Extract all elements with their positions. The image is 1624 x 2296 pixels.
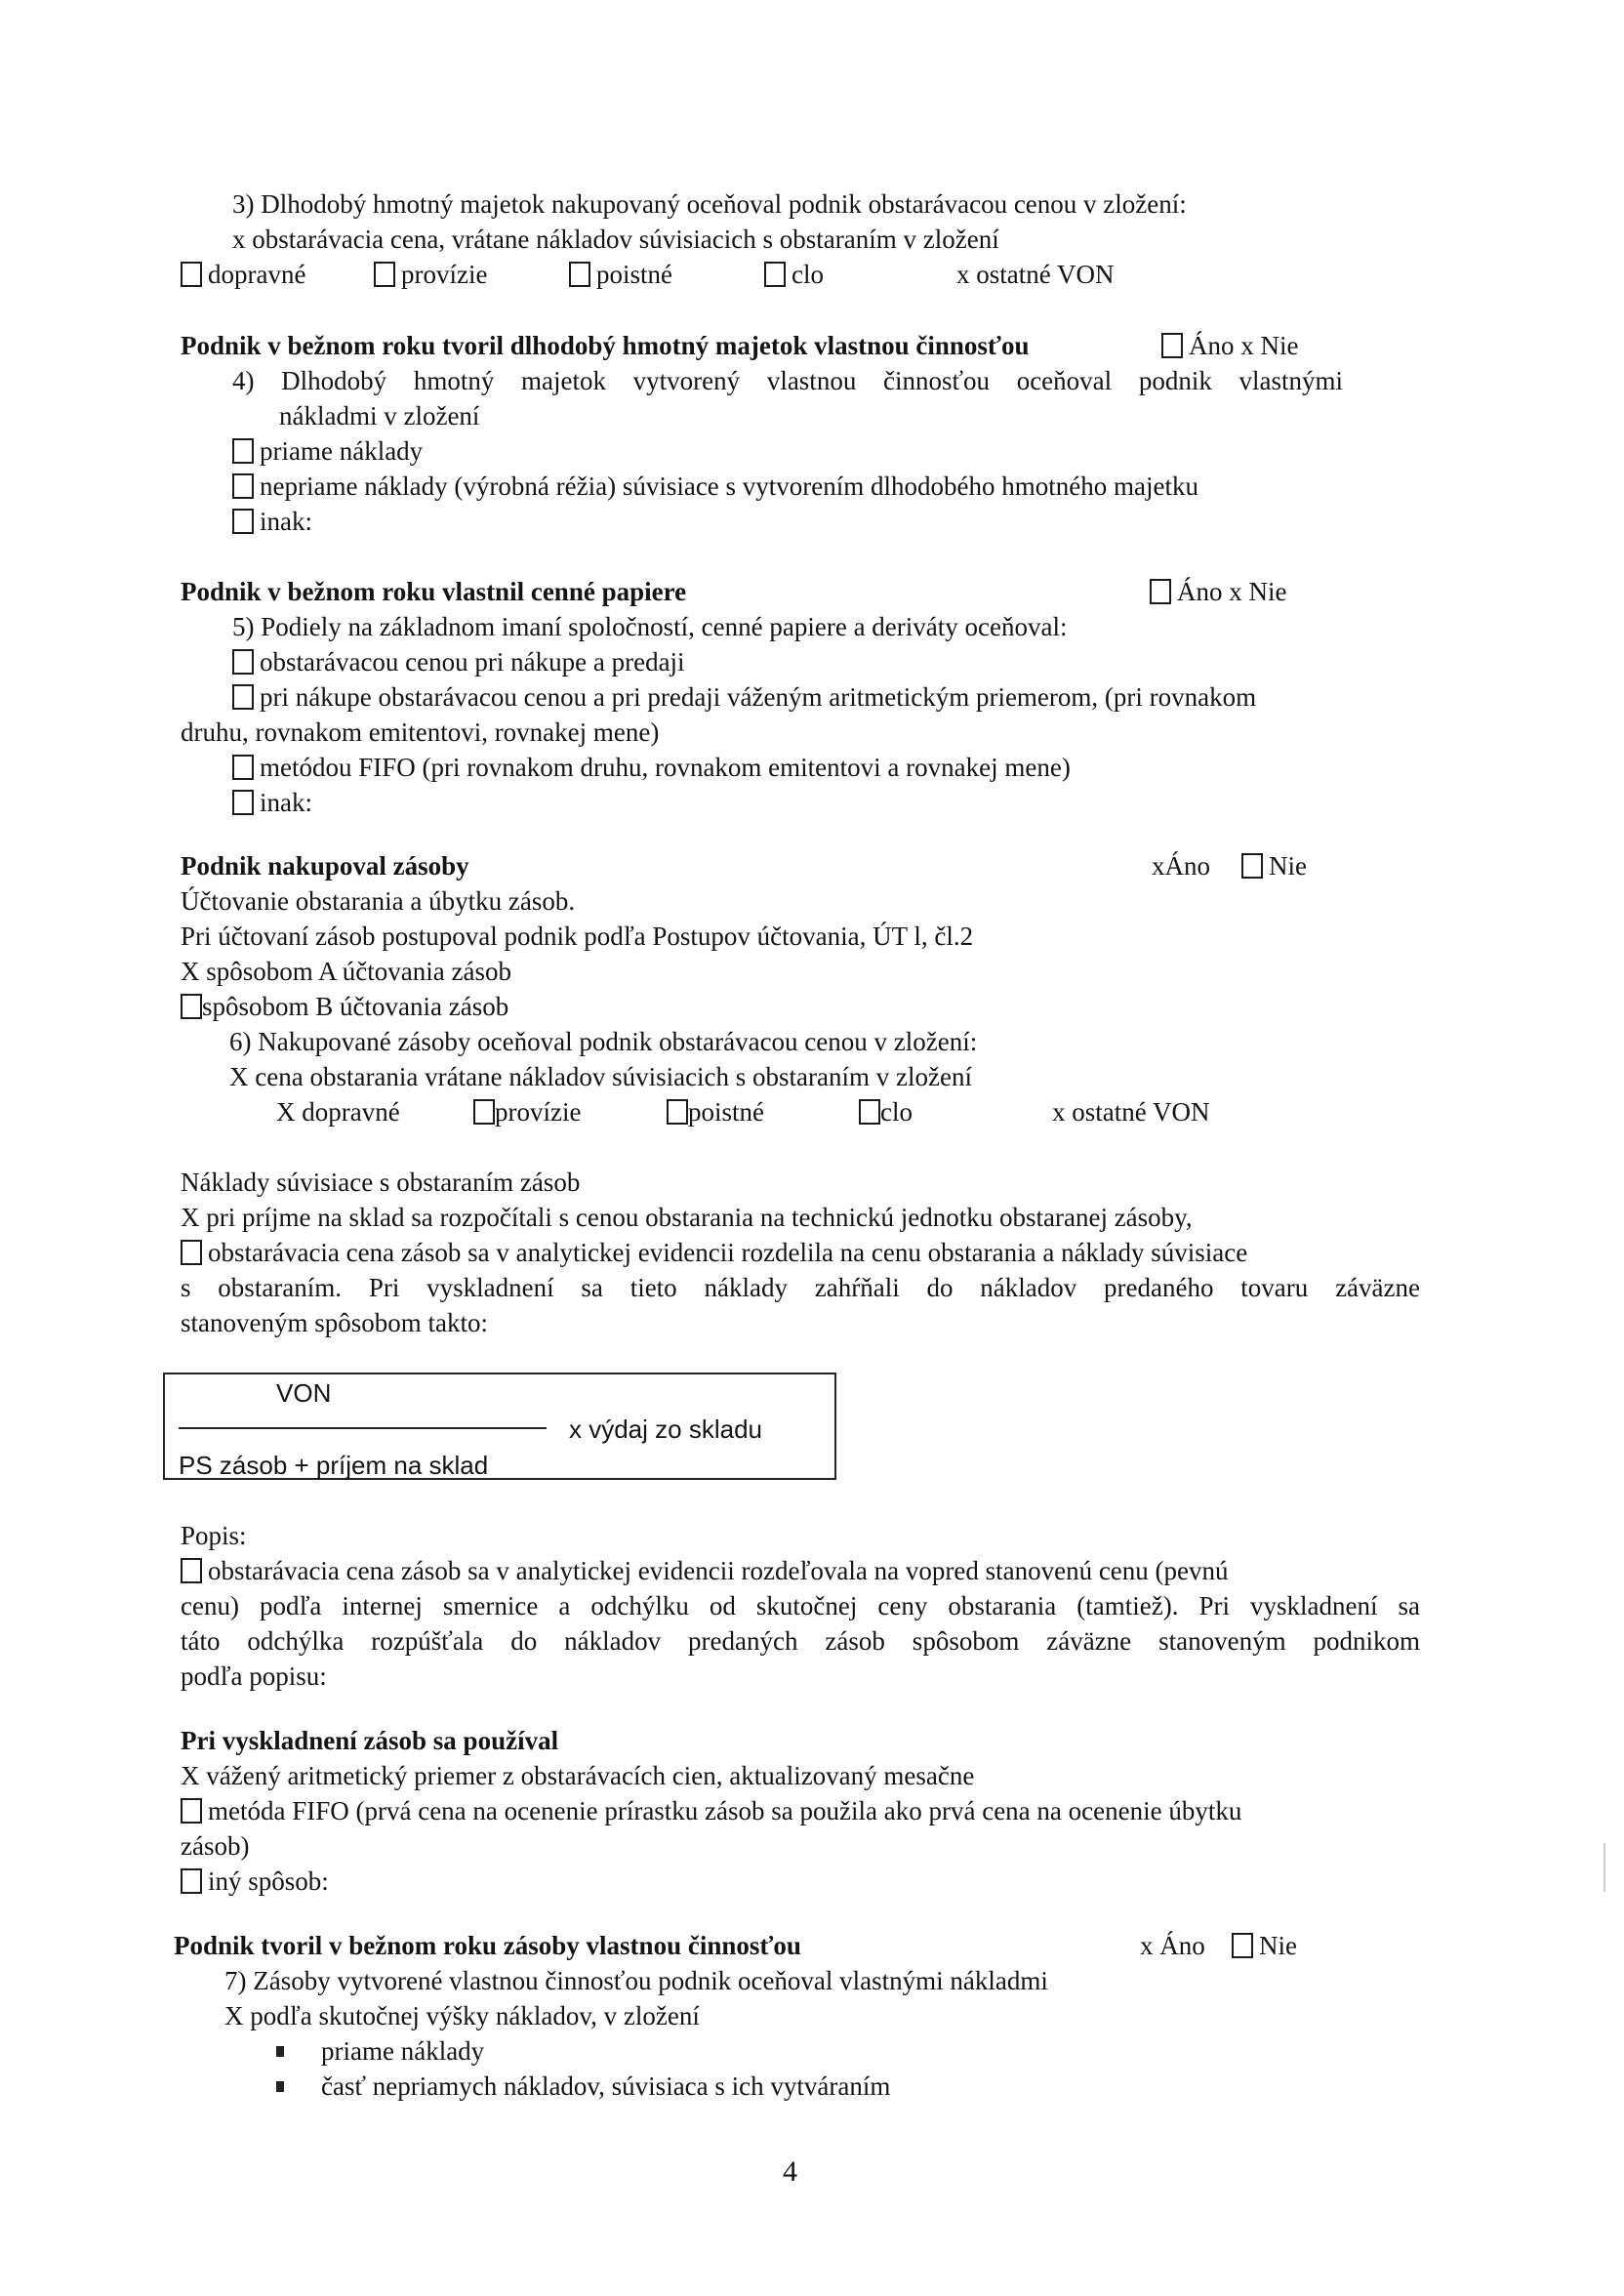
description-line2: cenu) podľa internej smernice a odchýlku od skutočnej ceny obstarania (tamtiež). Pri vyskladnení sa xyxy=(181,1591,1420,1620)
issue-method-fifo-cont: zásob) xyxy=(181,1831,250,1861)
issue-method-weighted-average: X vážený aritmetický priemer z obstarávacích cien, aktualizovaný mesačne xyxy=(181,1761,975,1790)
checkbox-icon[interactable] xyxy=(181,262,202,287)
section3-option-ostatne-von: x ostatné VON xyxy=(956,260,1115,289)
question-securities: Podnik v bežnom roku vlastnil cenné papiere xyxy=(181,577,687,606)
checkbox-icon[interactable] xyxy=(1150,579,1171,604)
section3-option-dopravne[interactable]: dopravné xyxy=(181,258,305,291)
inventory-line2: Pri účtovaní zásob postupoval podnik podľa Postupov účtovania, ÚT l, čl.2 xyxy=(181,922,974,951)
description-line4: podľa popisu: xyxy=(181,1661,327,1691)
section4-heading: 4) Dlhodobý hmotný majetok vytvorený vlastnou činnosťou oceňoval podnik vlastnými xyxy=(232,366,1343,395)
checkbox-icon[interactable] xyxy=(232,790,254,815)
section7-line2: X podľa skutočnej výšky nákladov, v zložení xyxy=(224,2001,700,2030)
checkbox-icon[interactable] xyxy=(859,1099,880,1125)
section3-option-clo[interactable]: clo xyxy=(764,258,824,291)
checkbox-icon[interactable] xyxy=(232,473,254,499)
inventory-method-b[interactable]: spôsobom B účtovania zásob xyxy=(181,990,508,1023)
section6-option-poistne[interactable]: poistné xyxy=(667,1095,764,1128)
formula-multiplier: x výdaj zo skladu xyxy=(569,1414,762,1444)
checkbox-icon[interactable] xyxy=(1161,333,1183,358)
related-costs-title: Náklady súvisiace s obstaraním zásob xyxy=(181,1168,581,1197)
answer-inventory-yes: xÁno xyxy=(1152,851,1210,881)
related-costs-line1: X pri príjme na sklad sa rozpočítali s cenou obstarania na technickú jednotku obstaranej zásoby, xyxy=(181,1203,1193,1232)
issue-method-other[interactable]: iný spôsob: xyxy=(181,1865,329,1898)
issue-method-fifo[interactable]: metóda FIFO (prvá cena na ocenenie prírastku zásob sa použila ako prvá cena na ocenenie úbytku xyxy=(181,1794,1241,1827)
section4-heading-cont: nákladmi v zložení xyxy=(279,401,480,430)
checkbox-icon[interactable] xyxy=(764,262,786,287)
issue-method-title: Pri vyskladnení zásob sa používal xyxy=(181,1726,559,1755)
question-inventory: Podnik nakupoval zásoby xyxy=(181,851,469,881)
section5-option-vazenym[interactable]: pri nákupe obstarávacou cenou a pri predaji váženým aritmetickým priemerom, (pri rovnakom xyxy=(232,680,1256,714)
checkbox-icon[interactable] xyxy=(232,684,254,710)
description-option[interactable]: obstarávacia cena zásob sa v analytickej evidencii rozdeľovala na vopred stanovenú cenu (pevnú xyxy=(181,1554,1229,1587)
section6-option-ostatne-von: x ostatné VON xyxy=(1052,1097,1210,1127)
section5-option-obstaravacou[interactable]: obstarávacou cenou pri nákupe a predaji xyxy=(232,645,685,678)
inventory-method-a: X spôsobom A účtovania zásob xyxy=(181,957,511,986)
checkbox-icon[interactable] xyxy=(181,994,202,1019)
formula-fraction-line xyxy=(179,1427,547,1429)
section4-option-nepriame[interactable]: nepriame náklady (výrobná réžia) súvisiace s vytvorením dlhodobého hmotného majetku xyxy=(232,470,1198,503)
page-number: 4 xyxy=(783,2155,797,2188)
section4-option-inak[interactable]: inak: xyxy=(232,505,312,538)
section6-option-dopravne: X dopravné xyxy=(276,1097,400,1127)
related-costs-line4: stanoveným spôsobom takto: xyxy=(181,1308,488,1337)
section5-option-fifo[interactable]: metódou FIFO (pri rovnakom druhu, rovnakom emitentovi a rovnakej mene) xyxy=(232,751,1071,784)
checkbox-icon[interactable] xyxy=(569,262,590,287)
section4-option-priame[interactable]: priame náklady xyxy=(232,434,423,468)
answer-inventory-no[interactable]: Nie xyxy=(1241,849,1307,882)
description-line3: táto odchýlka rozpúšťala do nákladov predaných zásob spôsobom záväzne stanoveným podnikom xyxy=(181,1626,1420,1656)
bullet-icon xyxy=(276,2081,284,2092)
checkbox-icon[interactable] xyxy=(374,262,395,287)
scan-edge-mark xyxy=(1604,1843,1605,1892)
section6-heading: 6) Nakupované zásoby oceňoval podnik obstarávacou cenou v zložení: xyxy=(229,1027,978,1056)
section6-option-provizie[interactable]: provízie xyxy=(473,1095,581,1128)
section7-bullet-item: časť nepriamych nákladov, súvisiaca s ich vytváraním xyxy=(276,2070,890,2103)
answer-securities[interactable]: Áno x Nie xyxy=(1150,575,1286,608)
answer-own-inventory-no[interactable]: Nie xyxy=(1232,1929,1297,1962)
section5-option-inak[interactable]: inak: xyxy=(232,786,312,819)
formula-numerator: VON xyxy=(276,1378,332,1408)
section6-option-clo[interactable]: clo xyxy=(859,1095,913,1128)
checkbox-icon[interactable] xyxy=(181,1558,202,1583)
section3-line2: x obstarávacia cena, vrátane nákladov súvisiacich s obstaraním v zložení xyxy=(232,225,999,254)
checkbox-icon[interactable] xyxy=(181,1798,202,1824)
section5-option-vazenym-cont: druhu, rovnakom emitentovi, rovnakej mene) xyxy=(181,718,660,747)
checkbox-icon[interactable] xyxy=(232,649,254,675)
section7-bullet-item: priame náklady xyxy=(276,2034,484,2068)
section7-heading: 7) Zásoby vytvorené vlastnou činnosťou podnik oceňoval vlastnými nákladmi xyxy=(224,1966,1048,1995)
checkbox-icon[interactable] xyxy=(232,438,254,464)
bullet-icon xyxy=(276,2046,284,2057)
checkbox-icon[interactable] xyxy=(473,1099,495,1125)
related-costs-option[interactable]: obstarávacia cena zásob sa v analytickej evidencii rozdelila na cenu obstarania a náklady súvisiace xyxy=(181,1236,1247,1269)
question-own-assets: Podnik v bežnom roku tvoril dlhodobý hmotný majetok vlastnou činnosťou xyxy=(181,331,1030,360)
question-own-inventory: Podnik tvoril v bežnom roku zásoby vlastnou činnosťou xyxy=(174,1931,801,1960)
section6-line2: X cena obstarania vrátane nákladov súvisiacich s obstaraním v zložení xyxy=(229,1062,972,1091)
formula-denominator: PS zásob + príjem na sklad xyxy=(179,1451,489,1480)
checkbox-icon[interactable] xyxy=(667,1099,688,1125)
section3-option-poistne[interactable]: poistné xyxy=(569,258,672,291)
section5-heading: 5) Podiely na základnom imaní spoločností, cenné papiere a deriváty oceňoval: xyxy=(232,612,1068,641)
section3-heading: 3) Dlhodobý hmotný majetok nakupovaný oceňoval podnik obstarávacou cenou v zložení: xyxy=(232,189,1187,219)
related-costs-line3: s obstaraním. Pri vyskladnení sa tieto náklady zahŕňali do nákladov predaného tovaru záväzne xyxy=(181,1273,1420,1302)
answer-own-assets[interactable]: Áno x Nie xyxy=(1161,329,1298,362)
section3-option-provizie[interactable]: provízie xyxy=(374,258,487,291)
answer-own-inventory-yes: x Áno xyxy=(1140,1931,1205,1960)
checkbox-icon[interactable] xyxy=(232,755,254,780)
description-title: Popis: xyxy=(181,1521,247,1550)
checkbox-icon[interactable] xyxy=(1241,853,1263,879)
checkbox-icon[interactable] xyxy=(181,1240,202,1265)
inventory-line1: Účtovanie obstarania a úbytku zásob. xyxy=(181,886,576,916)
checkbox-icon[interactable] xyxy=(1232,1933,1253,1958)
checkbox-icon[interactable] xyxy=(181,1868,202,1894)
checkbox-icon[interactable] xyxy=(232,509,254,534)
